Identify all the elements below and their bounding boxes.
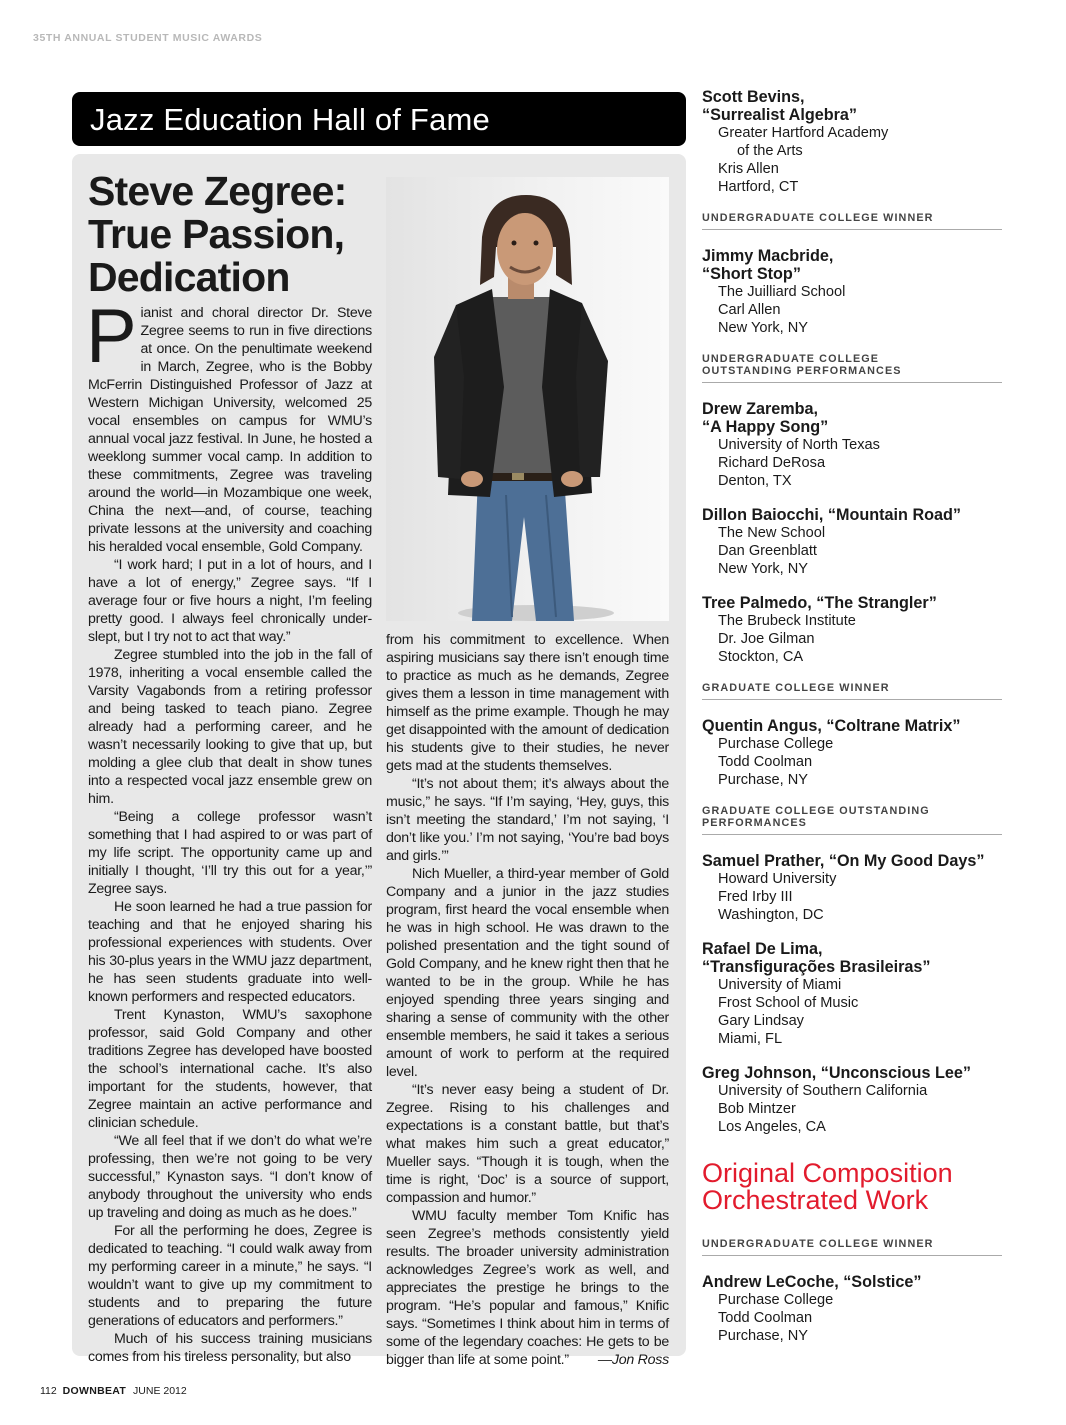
winner-detail: Purchase, NY — [718, 772, 809, 788]
article-paragraph: He soon learned he had a true passion for teaching and that he enjoyed sharing his professional experiences with students. Over his 30-plus years in the WMU jazz department, he has seen students graduate into well-known performers and respected educators. — [88, 899, 372, 1005]
winner-detail: Dr. Joe Gilman — [718, 631, 815, 647]
winner-title-line: “Surrealist Algebra” — [702, 106, 858, 124]
portrait-photo — [386, 177, 669, 621]
category-label — [702, 212, 1002, 230]
winner-entry — [702, 400, 1002, 490]
page-number: 112 — [40, 1385, 57, 1397]
winner-detail: Richard DeRosa — [718, 455, 826, 471]
section-title-line: Original Composition — [702, 1158, 953, 1188]
awards-sidebar — [702, 88, 1002, 1361]
winner-entry — [702, 506, 1002, 578]
article-paragraph — [86, 294, 372, 556]
winner-detail: Todd Coolman — [718, 1310, 813, 1326]
winner-detail: Washington, DC — [718, 907, 824, 923]
category-label-line: UNDERGRADUATE COLLEGE — [702, 353, 880, 365]
winner-title — [702, 1273, 1002, 1291]
winner-entry — [702, 852, 1002, 924]
winner-detail: University of Miami — [718, 977, 842, 993]
category-label — [702, 682, 1002, 700]
article-column-1 — [86, 294, 372, 1366]
winner-title-line: Tree Palmedo, “The Strangler” — [702, 594, 937, 612]
headline-line: Steve Zegree: — [88, 168, 347, 214]
byline: —Jon Ross — [597, 1352, 669, 1368]
winner-title-line: “Short Stop” — [702, 265, 801, 283]
winner-title-line: Scott Bevins, — [702, 88, 805, 106]
winner-detail: Carl Allen — [718, 302, 781, 318]
winner-detail: Fred Irby III — [718, 889, 793, 905]
running-head: 35TH ANNUAL STUDENT MUSIC AWARDS — [33, 32, 263, 44]
article-paragraph — [386, 1207, 669, 1369]
winner-entry — [702, 1273, 1002, 1345]
headline-line: True Passion, — [88, 211, 345, 257]
winner-detail: The Juilliard School — [718, 284, 846, 300]
magazine-name: DOWNBEAT — [62, 1385, 127, 1397]
winner-detail: Frost School of Music — [718, 995, 859, 1011]
article-headline — [88, 170, 388, 299]
section-title-line: Orchestrated Work — [702, 1185, 929, 1215]
winner-detail: Los Angeles, CA — [718, 1119, 826, 1135]
winner-title — [702, 400, 1002, 436]
category-label — [702, 1238, 1002, 1256]
winner-title-line: Rafael De Lima, — [702, 940, 823, 958]
winner-title-line: Greg Johnson, “Unconscious Lee” — [702, 1064, 971, 1082]
winner-detail: Stockton, CA — [718, 649, 804, 665]
article-paragraph: “Being a college professor wasn’t something that I had aspired to or was part of my life script. The opportunity came up and initially I thought, ‘I’ll try this out for a year,’” Zegree says. — [88, 809, 372, 897]
winner-title-line: “Transfigurações Brasileiras” — [702, 958, 931, 976]
category-label-line: GRADUATE COLLEGE WINNER — [702, 682, 890, 694]
category-label-line: UNDERGRADUATE COLLEGE WINNER — [702, 212, 934, 224]
winner-title — [702, 247, 1002, 283]
winner-title — [702, 506, 1002, 524]
winner-detail: Purchase College — [718, 1292, 834, 1308]
winner-detail: University of North Texas — [718, 437, 880, 453]
issue-date: JUNE 2012 — [133, 1385, 187, 1397]
headline-line: Dedication — [88, 254, 290, 300]
winner-detail: The Brubeck Institute — [718, 613, 856, 629]
article-paragraph: Nich Mueller, a third-year member of Gold Company and a junior in the jazz studies program, first heard the vocal ensemble when he was in high school. He was drawn to the polished presentation and the tight sound of Gold Company, and he knew right then that he wanted to be in the group. While he has enjoyed spending three years singing and sharing a sense of community with the other ensemble members, he said it takes a serious amount of work to perform at the required level. — [386, 866, 669, 1080]
winner-detail: Howard University — [718, 871, 837, 887]
category-label — [702, 805, 1002, 835]
article-paragraph: “We all feel that if we don’t do what we’re professing, then we’re not going to be very successful,” Kynaston says. “I don’t know of anybody throughout the university who ends up traveling and doing as much as he does.” — [88, 1133, 372, 1221]
paragraph-text: WMU faculty member Tom Knific has seen Zegree’s methods consistently yield results. The broader university administration acknowledges Zegree’s work as well, and appreciates the prestige he brings to the program. “He’s popular and famous,” Knific says. “Sometimes I think about him in terms of some of the legendary coaches: He gets to be bigger than life at some point.” — [386, 1208, 669, 1368]
winner-entry — [702, 940, 1002, 1048]
winner-detail: Gary Lindsay — [718, 1013, 804, 1029]
winner-entry — [702, 717, 1002, 789]
article-paragraph: “It’s never easy being a student of Dr. Zegree. Rising to his challenges and expectations is a constant battle, but that’s what makes him such a great educator,” Mueller says. “Though it is tough, when the time is right, ‘Doc’ is a source of support, compassion and humor.” — [386, 1082, 669, 1206]
winner-entry — [702, 247, 1002, 337]
winner-detail: Dan Greenblatt — [718, 543, 817, 559]
winner-detail: Greater Hartford Academy — [718, 125, 889, 141]
category-label-line: PERFORMANCES — [702, 817, 807, 829]
category-label-line: UNDERGRADUATE COLLEGE WINNER — [702, 1238, 934, 1250]
article-paragraph: For all the performing he does, Zegree is dedicated to teaching. “I could walk away from my performing career in a minute,” he says. “I wouldn’t want to give up my commitment to students and to preparing the future generations of educators and performers.” — [88, 1223, 372, 1329]
drop-cap: P — [86, 294, 137, 379]
winner-detail: New York, NY — [718, 320, 809, 336]
winner-detail: Hartford, CT — [718, 179, 799, 195]
winner-title — [702, 852, 1002, 870]
winner-detail: Purchase College — [718, 736, 834, 752]
article-paragraph: from his commitment to excellence. When aspiring musicians say there isn’t enough time to practice as much as he demands, Zegree gives them a lesson in time management with himself as the prime example. Though he may get disappointed with the amount of dedication his students give to their studies, he never gets mad at the students themselves. — [386, 632, 669, 774]
winner-title-line: “A Happy Song” — [702, 418, 829, 436]
paragraph-text: ianist and choral director Dr. Steve Zegree seems to run in five directions at once. On the penultimate weekend in March, Zegree, who is the Bobby McFerrin Distinguished Professor of Jazz at Western Michigan University, welcomed 25 vocal ensembles on campus for WMU’s annual vocal jazz festival. In June, he hosted a weeklong summer vocal camp. In addition to these commitments, Zegree was traveling around the world—in Mozambique one week, China the next—and, of course, teaching private lessons at the university and coaching his heralded vocal ensemble, Gold Company. — [88, 305, 372, 555]
winner-title-line: Drew Zaremba, — [702, 400, 819, 418]
portrait-illustration — [386, 177, 669, 621]
article-paragraph: Much of his success training musicians comes from his tireless personality, but also — [88, 1331, 372, 1365]
winner-detail: Denton, TX — [718, 473, 792, 489]
winner-entry — [702, 594, 1002, 666]
winner-detail: Todd Coolman — [718, 754, 813, 770]
section-title — [702, 1160, 1002, 1214]
winner-detail: Miami, FL — [718, 1031, 783, 1047]
winner-detail: The New School — [718, 525, 826, 541]
winner-entry — [702, 1064, 1002, 1136]
winner-title — [702, 940, 1002, 976]
winner-title — [702, 717, 1002, 735]
winner-title-line: Jimmy Macbride, — [702, 247, 834, 265]
category-label-line: GRADUATE COLLEGE OUTSTANDING — [702, 805, 930, 817]
winner-detail: Purchase, NY — [718, 1328, 809, 1344]
winner-detail: New York, NY — [718, 561, 809, 577]
category-label — [702, 353, 1002, 383]
winner-title-line: Samuel Prather, “On My Good Days” — [702, 852, 985, 870]
winner-title-line: Quentin Angus, “Coltrane Matrix” — [702, 717, 961, 735]
winner-detail: of the Arts — [737, 143, 803, 159]
award-groups — [702, 212, 1002, 1136]
page-footer — [40, 1385, 187, 1397]
winner-title-line: Andrew LeCoche, “Solstice” — [702, 1273, 922, 1291]
winner-detail: University of Southern California — [718, 1083, 928, 1099]
winner-detail: Bob Mintzer — [718, 1101, 796, 1117]
article-paragraph: “It’s not about them; it’s always about the music,” he says. “If I’m saying, ‘Hey, guys, this isn’t meeting the standard,’ I’m not saying, ‘I don’t like you.’ I’m not saying, ‘You’re bad boys and girls.’” — [386, 776, 669, 864]
article-paragraph: “I work hard; I put in a lot of hours, and I have a lot of energy,” Zegree says. “If I average four or five hours a night, I’m feeling pretty good. I always feel chronically under-slept, but I try not to act that way.” — [88, 557, 372, 645]
section-awards — [702, 1238, 1002, 1345]
category-label-line: OUTSTANDING PERFORMANCES — [702, 365, 902, 377]
winner-detail: Kris Allen — [718, 161, 779, 177]
winner-title — [702, 1064, 1002, 1082]
hall-of-fame-banner: Jazz Education Hall of Fame — [72, 92, 686, 146]
winner-title — [702, 88, 1002, 124]
winner-title — [702, 594, 1002, 612]
winner-entry — [702, 88, 1002, 196]
winner-title-line: Dillon Baiocchi, “Mountain Road” — [702, 506, 961, 524]
article-paragraph: Zegree stumbled into the job in the fall of 1978, inheriting a vocal ensemble called the Varsity Vagabonds from a retiring professor and being tasked to teach piano. Zegree already had a performing career, and he wasn’t necessarily looking to give that up, but molding a glee club that dealt in show tunes into a respected vocal jazz ensemble grew on him. — [88, 647, 372, 807]
article-column-2 — [386, 631, 669, 1369]
article-paragraph: Trent Kynaston, WMU’s saxophone professor, said Gold Company and other traditions Zegree has developed have boosted the school’s international cache. It’s also important for the students, however, that Zegree maintain an active performance and clinician schedule. — [88, 1007, 372, 1131]
